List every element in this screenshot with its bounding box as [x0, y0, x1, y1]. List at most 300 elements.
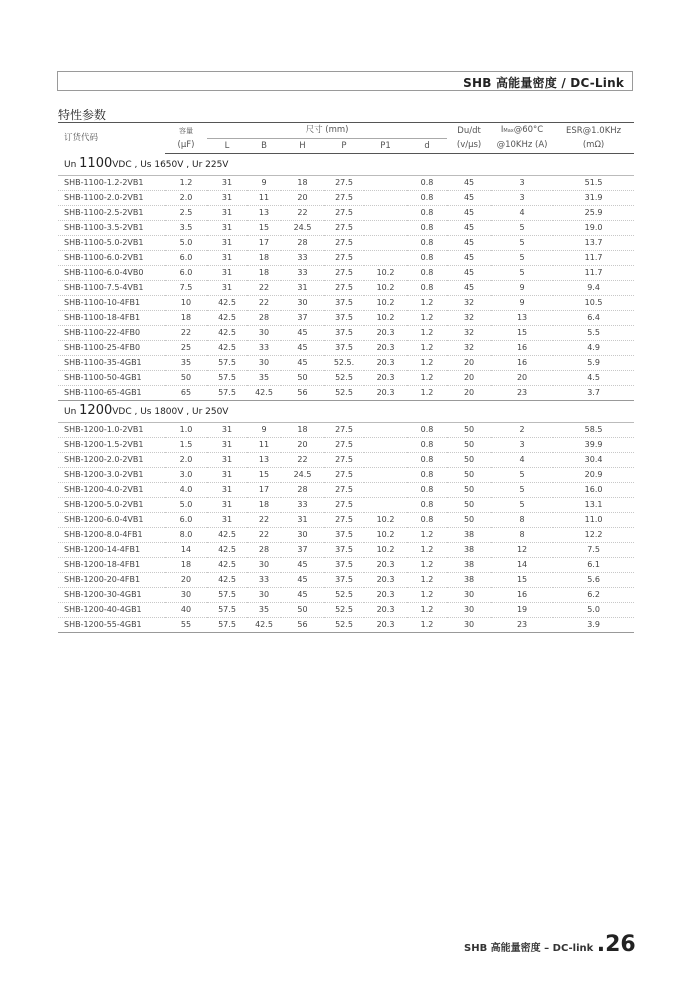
table-cell: 23: [491, 617, 553, 632]
page-number: .26: [596, 932, 636, 957]
dim-d-header: d: [407, 138, 447, 153]
table-row: [58, 602, 634, 617]
table-row: [58, 385, 634, 400]
table-cell: [364, 437, 407, 452]
table-row: [58, 175, 634, 190]
table-cell: 1.2: [407, 325, 447, 340]
table-cell: 1.2: [407, 557, 447, 572]
table-row: [58, 190, 634, 205]
table-cell: 5: [491, 265, 553, 280]
order-code-cell: SHB-1200-30-4GB1: [58, 587, 165, 602]
dim-h-header: H: [281, 138, 324, 153]
table-cell: [364, 190, 407, 205]
table-row: [58, 467, 634, 482]
table-cell: 31: [207, 512, 247, 527]
table-cell: 28: [247, 542, 281, 557]
table-cell: 0.8: [407, 422, 447, 437]
table-cell: 4: [491, 205, 553, 220]
table-cell: 1.2: [407, 385, 447, 400]
table-body: [58, 153, 634, 632]
table-cell: 45: [281, 587, 324, 602]
table-cell: 1.2: [407, 370, 447, 385]
table-cell: 37.5: [324, 542, 364, 557]
table-cell: 31: [207, 437, 247, 452]
table-cell: 11.0: [553, 512, 634, 527]
table-cell: 15: [491, 572, 553, 587]
table-cell: 32: [447, 310, 491, 325]
table-cell: 33: [281, 265, 324, 280]
table-cell: 18: [247, 250, 281, 265]
table-cell: 52.5: [324, 385, 364, 400]
table-cell: 0.8: [407, 452, 447, 467]
group-label-prefix: Un: [64, 406, 80, 417]
table-row: [58, 572, 634, 587]
table-cell: 8.0: [165, 527, 207, 542]
table-cell: [364, 497, 407, 512]
table-cell: 50: [281, 602, 324, 617]
table-cell: [364, 422, 407, 437]
table-cell: 20.3: [364, 602, 407, 617]
order-code-cell: SHB-1200-1.0-2VB1: [58, 422, 165, 437]
capacitance-header: 容量: [165, 123, 207, 139]
table-cell: 57.5: [207, 370, 247, 385]
table-cell: 4.0: [165, 482, 207, 497]
table-cell: 27.5: [324, 220, 364, 235]
table-cell: 45: [447, 205, 491, 220]
table-row: [58, 295, 634, 310]
table-cell: 10.2: [364, 295, 407, 310]
order-code-cell: SHB-1100-65-4GB1: [58, 385, 165, 400]
order-code-cell: SHB-1200-40-4GB1: [58, 602, 165, 617]
table-cell: 6.2: [553, 587, 634, 602]
table-cell: 27.5: [324, 205, 364, 220]
table-cell: 20: [281, 437, 324, 452]
table-cell: 20: [491, 370, 553, 385]
table-cell: 22: [247, 527, 281, 542]
order-code-cell: SHB-1200-3.0-2VB1: [58, 467, 165, 482]
table-cell: 5: [491, 497, 553, 512]
table-cell: 0.8: [407, 235, 447, 250]
table-cell: 5: [491, 482, 553, 497]
esr-header: ESR@1.0KHz: [553, 123, 634, 139]
table-cell: 4: [491, 452, 553, 467]
table-cell: 56: [281, 385, 324, 400]
table-row: [58, 422, 634, 437]
table-cell: 20: [281, 190, 324, 205]
order-code-cell: SHB-1200-20-4FB1: [58, 572, 165, 587]
dim-p-header: P: [324, 138, 364, 153]
table-cell: 32: [447, 340, 491, 355]
table-cell: 1.2: [407, 527, 447, 542]
table-cell: 10.2: [364, 310, 407, 325]
table-row: [58, 235, 634, 250]
table-cell: 15: [491, 325, 553, 340]
order-code-cell: SHB-1100-1.2-2VB1: [58, 175, 165, 190]
table-cell: 1.2: [407, 602, 447, 617]
table-cell: 27.5: [324, 422, 364, 437]
table-cell: 0.8: [407, 467, 447, 482]
table-cell: 20: [447, 355, 491, 370]
table-cell: 1.5: [165, 437, 207, 452]
table-cell: 0.8: [407, 280, 447, 295]
table-cell: 35: [165, 355, 207, 370]
table-cell: 5: [491, 467, 553, 482]
table-cell: [364, 220, 407, 235]
table-cell: 40: [165, 602, 207, 617]
table-cell: 0.8: [407, 190, 447, 205]
table-cell: [364, 205, 407, 220]
table-cell: 57.5: [207, 617, 247, 632]
order-code-cell: SHB-1100-18-4FB1: [58, 310, 165, 325]
table-cell: 27.5: [324, 280, 364, 295]
table-cell: 39.9: [553, 437, 634, 452]
table-cell: 16: [491, 355, 553, 370]
table-cell: 33: [281, 250, 324, 265]
table-cell: 33: [247, 340, 281, 355]
imax-header: IMax@60°C: [491, 123, 553, 139]
table-cell: 0.8: [407, 265, 447, 280]
table-cell: 6.1: [553, 557, 634, 572]
table-cell: 11: [247, 190, 281, 205]
table-cell: 3.7: [553, 385, 634, 400]
order-code-cell: SHB-1100-2.0-2VB1: [58, 190, 165, 205]
table-cell: 1.0: [165, 422, 207, 437]
group-heading: [58, 400, 634, 422]
table-cell: 11.7: [553, 250, 634, 265]
table-cell: 32: [447, 325, 491, 340]
table-cell: 45: [447, 190, 491, 205]
order-code-cell: SHB-1100-7.5-4VB1: [58, 280, 165, 295]
table-cell: 50: [281, 370, 324, 385]
table-row: [58, 512, 634, 527]
table-cell: 30: [447, 587, 491, 602]
table-row: [58, 527, 634, 542]
table-cell: 50: [447, 482, 491, 497]
table-cell: 5.9: [553, 355, 634, 370]
table-cell: 50: [447, 422, 491, 437]
table-cell: 7.5: [165, 280, 207, 295]
table-cell: 57.5: [207, 587, 247, 602]
table-cell: 7.5: [553, 542, 634, 557]
table-cell: 5.0: [165, 235, 207, 250]
table-row: [58, 587, 634, 602]
table-cell: 33: [247, 572, 281, 587]
dim-b-header: B: [247, 138, 281, 153]
table-cell: [364, 482, 407, 497]
table-cell: 6.0: [165, 512, 207, 527]
table-cell: 52.5: [324, 617, 364, 632]
table-cell: 1.2: [407, 355, 447, 370]
table-cell: 8: [491, 527, 553, 542]
table-cell: 31.9: [553, 190, 634, 205]
order-code-cell: SHB-1200-6.0-4VB1: [58, 512, 165, 527]
table-cell: 42.5: [207, 527, 247, 542]
table-cell: [364, 452, 407, 467]
table-cell: 0.8: [407, 205, 447, 220]
table-cell: 30: [165, 587, 207, 602]
table-cell: 20.3: [364, 355, 407, 370]
table-cell: 13.1: [553, 497, 634, 512]
order-code-cell: SHB-1200-8.0-4FB1: [58, 527, 165, 542]
order-code-cell: SHB-1200-55-4GB1: [58, 617, 165, 632]
table-cell: 28: [281, 235, 324, 250]
table-cell: 37: [281, 542, 324, 557]
dudt-unit: (v/μs): [447, 138, 491, 153]
table-cell: 27.5: [324, 497, 364, 512]
table-cell: 57.5: [207, 602, 247, 617]
table-cell: 10.2: [364, 527, 407, 542]
table-cell: 8: [491, 512, 553, 527]
table-cell: 56: [281, 617, 324, 632]
table-cell: 27.5: [324, 250, 364, 265]
table-cell: 30: [281, 527, 324, 542]
table-cell: 42.5: [207, 542, 247, 557]
table-cell: 1.2: [407, 295, 447, 310]
table-cell: 33: [281, 497, 324, 512]
group-heading-row: [58, 153, 634, 175]
table-cell: 30.4: [553, 452, 634, 467]
table-cell: 20: [165, 572, 207, 587]
table-row: [58, 325, 634, 340]
section-title: 特性参数: [58, 108, 107, 122]
table-row: [58, 452, 634, 467]
table-cell: 65: [165, 385, 207, 400]
table-cell: 13: [491, 310, 553, 325]
table-cell: 37.5: [324, 527, 364, 542]
dudt-header: Du/dt: [447, 123, 491, 139]
table-cell: 6.0: [165, 265, 207, 280]
table-cell: 1.2: [407, 310, 447, 325]
table-cell: 0.8: [407, 175, 447, 190]
table-cell: 30: [247, 587, 281, 602]
page-footer: [464, 932, 636, 957]
table-cell: 38: [447, 527, 491, 542]
table-cell: 22: [247, 512, 281, 527]
table-cell: 4.9: [553, 340, 634, 355]
table-cell: 16: [491, 340, 553, 355]
table-cell: 5: [491, 220, 553, 235]
table-cell: 0.8: [407, 482, 447, 497]
header-title: SHB 高能量密度 / DC-Link: [463, 76, 624, 90]
table-cell: 57.5: [207, 385, 247, 400]
table-cell: 38: [447, 572, 491, 587]
table-cell: 45: [447, 250, 491, 265]
table-cell: 30: [447, 602, 491, 617]
table-cell: 55: [165, 617, 207, 632]
table-cell: 5.0: [553, 602, 634, 617]
table-cell: 50: [447, 452, 491, 467]
table-cell: 31: [207, 482, 247, 497]
table-cell: 27.5: [324, 190, 364, 205]
table-cell: 45: [281, 355, 324, 370]
table-cell: 5: [491, 235, 553, 250]
table-cell: 22: [247, 295, 281, 310]
table-cell: 20.3: [364, 557, 407, 572]
table-cell: 0.8: [407, 220, 447, 235]
esr-unit: (mΩ): [553, 138, 634, 153]
table-cell: 42.5: [247, 385, 281, 400]
table-cell: 37.5: [324, 572, 364, 587]
table-cell: 20.3: [364, 340, 407, 355]
table-cell: 0.8: [407, 497, 447, 512]
table-cell: 14: [165, 542, 207, 557]
group-heading: [58, 153, 634, 175]
table-cell: 9: [491, 295, 553, 310]
table-cell: 5: [491, 250, 553, 265]
imax-unit: @10KHz (A): [491, 138, 553, 153]
table-row: [58, 355, 634, 370]
table-cell: 30: [247, 557, 281, 572]
table-row: [58, 370, 634, 385]
table-cell: 17: [247, 235, 281, 250]
table-cell: 28: [281, 482, 324, 497]
table-cell: 45: [447, 220, 491, 235]
table-cell: 50: [447, 512, 491, 527]
table-cell: 30: [281, 295, 324, 310]
table-cell: 18: [281, 422, 324, 437]
group-label-prefix: Un: [64, 159, 80, 170]
table-cell: 16: [491, 587, 553, 602]
table-cell: 30: [447, 617, 491, 632]
table-cell: 19: [491, 602, 553, 617]
header-bar: [57, 71, 633, 91]
table-cell: 9: [247, 175, 281, 190]
table-cell: 9: [247, 422, 281, 437]
table-cell: 20.3: [364, 325, 407, 340]
table-cell: 38: [447, 557, 491, 572]
table-cell: 45: [447, 175, 491, 190]
group-voltage: 1200: [79, 402, 113, 418]
table-cell: 9: [491, 280, 553, 295]
dimensions-header: 尺寸 (mm): [207, 123, 447, 139]
table-cell: 25: [165, 340, 207, 355]
table-cell: 3: [491, 190, 553, 205]
table-row: [58, 542, 634, 557]
table-cell: 37.5: [324, 325, 364, 340]
table-cell: 37.5: [324, 340, 364, 355]
table-cell: 20.3: [364, 617, 407, 632]
table-cell: 12.2: [553, 527, 634, 542]
table-row: [58, 205, 634, 220]
table-cell: 5.5: [553, 325, 634, 340]
table-cell: 37.5: [324, 557, 364, 572]
table-cell: 18: [247, 265, 281, 280]
table-cell: 45: [447, 265, 491, 280]
table-cell: 31: [207, 220, 247, 235]
table-cell: 27.5: [324, 452, 364, 467]
order-code-cell: SHB-1100-10-4FB1: [58, 295, 165, 310]
order-code-cell: SHB-1200-1.5-2VB1: [58, 437, 165, 452]
table-cell: 22: [281, 205, 324, 220]
table-cell: 31: [207, 497, 247, 512]
table-row: [58, 437, 634, 452]
table-cell: 11: [247, 437, 281, 452]
table-cell: 45: [281, 325, 324, 340]
table-row: [58, 310, 634, 325]
table-cell: 14: [491, 557, 553, 572]
spec-table: [58, 122, 634, 633]
table-cell: 1.2: [407, 542, 447, 557]
table-cell: 31: [281, 280, 324, 295]
table-cell: 20.3: [364, 370, 407, 385]
table-cell: 37.5: [324, 295, 364, 310]
table-cell: 18: [165, 557, 207, 572]
table-cell: 2.0: [165, 452, 207, 467]
table-cell: [364, 175, 407, 190]
table-cell: [364, 235, 407, 250]
table-cell: 3.0: [165, 467, 207, 482]
order-code-cell: SHB-1100-3.5-2VB1: [58, 220, 165, 235]
table-cell: 10.5: [553, 295, 634, 310]
order-code-cell: SHB-1200-5.0-2VB1: [58, 497, 165, 512]
table-cell: 1.2: [165, 175, 207, 190]
table-cell: 27.5: [324, 437, 364, 452]
table-cell: 10.2: [364, 542, 407, 557]
table-cell: 52.5: [324, 602, 364, 617]
table-cell: 0.8: [407, 250, 447, 265]
table-cell: 42.5: [207, 340, 247, 355]
table-cell: 20.9: [553, 467, 634, 482]
table-cell: 31: [207, 452, 247, 467]
table-cell: 10.2: [364, 265, 407, 280]
table-cell: 30: [247, 325, 281, 340]
table-cell: [364, 467, 407, 482]
order-code-cell: SHB-1200-18-4FB1: [58, 557, 165, 572]
order-code-cell: SHB-1100-50-4GB1: [58, 370, 165, 385]
table-cell: 22: [281, 452, 324, 467]
table-row: [58, 340, 634, 355]
group-heading-row: [58, 400, 634, 422]
dim-l-header: L: [207, 138, 247, 153]
table-cell: 23: [491, 385, 553, 400]
group-voltage: 1100: [79, 155, 113, 171]
table-cell: 6.0: [165, 250, 207, 265]
table-row: [58, 265, 634, 280]
table-cell: 42.5: [207, 310, 247, 325]
order-code-cell: SHB-1200-2.0-2VB1: [58, 452, 165, 467]
table-cell: 57.5: [207, 355, 247, 370]
table-cell: 50: [447, 437, 491, 452]
table-cell: 2.5: [165, 205, 207, 220]
table-cell: 1.2: [407, 572, 447, 587]
order-code-header: 订货代码: [58, 123, 165, 154]
table-cell: 37.5: [324, 310, 364, 325]
order-code-cell: SHB-1100-6.0-4VB0: [58, 265, 165, 280]
table-cell: 42.5: [207, 325, 247, 340]
table-cell: 13.7: [553, 235, 634, 250]
table-cell: 45: [281, 340, 324, 355]
table-cell: 20: [447, 370, 491, 385]
table-cell: 27.5: [324, 265, 364, 280]
order-code-cell: SHB-1100-35-4GB1: [58, 355, 165, 370]
table-cell: 5.0: [165, 497, 207, 512]
order-code-cell: SHB-1200-4.0-2VB1: [58, 482, 165, 497]
table-cell: 3.5: [165, 220, 207, 235]
table-cell: 27.5: [324, 235, 364, 250]
table-cell: 28: [247, 310, 281, 325]
table-cell: 24.5: [281, 220, 324, 235]
table-row: [58, 280, 634, 295]
spec-table-container: [58, 122, 634, 633]
table-cell: 31: [207, 235, 247, 250]
table-cell: 20.3: [364, 385, 407, 400]
group-label-suffix: VDC , Us 1650V , Ur 225V: [112, 159, 229, 170]
table-cell: 45: [281, 557, 324, 572]
table-cell: 17: [247, 482, 281, 497]
order-code-cell: SHB-1100-2.5-2VB1: [58, 205, 165, 220]
table-cell: 24.5: [281, 467, 324, 482]
table-row: [58, 557, 634, 572]
